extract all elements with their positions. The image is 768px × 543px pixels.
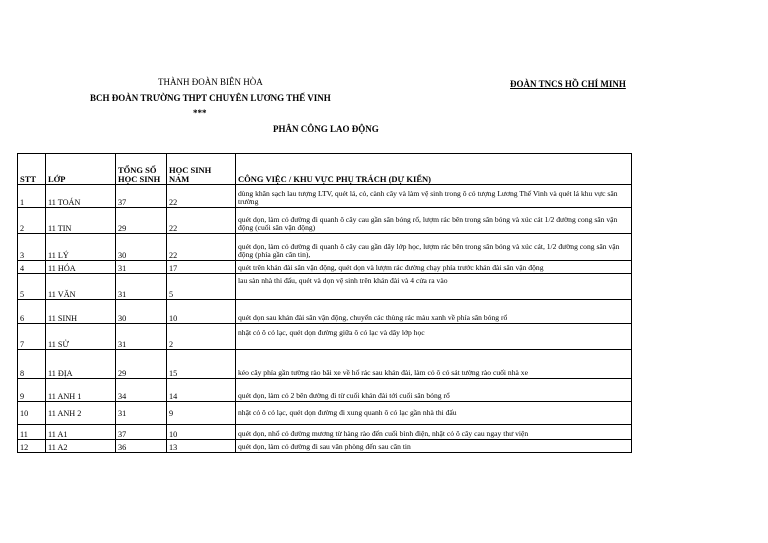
table-row	[18, 402, 632, 425]
cell-stt: 11	[18, 425, 46, 440]
cell-male: 9	[167, 402, 236, 425]
cell-male: 10	[167, 425, 236, 440]
cell-stt: 7	[18, 324, 46, 350]
cell-class: 11 ĐỊA	[46, 350, 116, 379]
cell-male: 22	[167, 185, 236, 208]
cell-total: 30	[116, 234, 167, 261]
col-header-class: LỚP	[46, 154, 116, 185]
table-row	[18, 440, 632, 453]
table-row	[18, 274, 632, 300]
cell-task: quét dọn, làm cỏ 2 bên đường đi từ cuối khán đài tới cuối sân bóng rổ	[236, 379, 632, 402]
table-row	[18, 379, 632, 402]
cell-task: nhặt cỏ ô có lạc, quét dọn đường đi xung quanh ô có lạc gần nhà thi đấu	[236, 402, 632, 425]
cell-class: 11 SỬ	[46, 324, 116, 350]
cell-total: 31	[116, 261, 167, 274]
cell-total: 30	[116, 300, 167, 324]
separator-stars: ***	[193, 108, 207, 118]
cell-male: 17	[167, 261, 236, 274]
cell-class: 11 HÓA	[46, 261, 116, 274]
assignment-table	[17, 153, 632, 453]
cell-task: lau sàn nhà thi đấu, quét và dọn vệ sinh trên khán đài và 4 cửa ra vào	[236, 274, 632, 300]
table-row	[18, 234, 632, 261]
cell-class: 11 A1	[46, 425, 116, 440]
cell-total: 36	[116, 440, 167, 453]
cell-total: 37	[116, 425, 167, 440]
document-title: PHÂN CÔNG LAO ĐỘNG	[273, 124, 379, 134]
cell-total: 31	[116, 324, 167, 350]
cell-stt: 10	[18, 402, 46, 425]
cell-total: 29	[116, 350, 167, 379]
cell-total: 29	[116, 208, 167, 234]
cell-task: dùng khăn sạch lau tượng LTV, quét lá, cỏ, cành cây và làm vệ sinh trong ô có tượng Lương Thế Vinh và quét lá khu vực sân trường	[236, 185, 632, 208]
cell-task: quét trên khán đài sân vận động, quét dọn và lượm rác đường chạy phía trước khán đài sân vận động	[236, 261, 632, 274]
cell-class: 11 SINH	[46, 300, 116, 324]
cell-male: 13	[167, 440, 236, 453]
cell-task: quét dọn sau khán đài sân vận động, chuyển các thùng rác màu xanh về phía sân bóng rổ	[236, 300, 632, 324]
cell-class: 11 VĂN	[46, 274, 116, 300]
col-header-task: CÔNG VIỆC / KHU VỰC PHỤ TRÁCH (DỰ KIẾN)	[236, 154, 632, 185]
cell-male: 2	[167, 324, 236, 350]
cell-stt: 9	[18, 379, 46, 402]
col-header-male-students: HỌC SINH NAM	[167, 154, 236, 185]
union-name: ĐOÀN TNCS HỒ CHÍ MINH	[510, 79, 626, 89]
cell-class: 11 TOÁN	[46, 185, 116, 208]
cell-task: quét dọn, làm cỏ đường đi sau văn phòng đến sau căn tin	[236, 440, 632, 453]
cell-task: quét dọn, làm cỏ đường đi quanh ô cây cau gần dãy lớp học, lượm rác bên trong sân bóng và xúc cát, 1/2 đường cong sân vận động (phía gần căn tin),	[236, 234, 632, 261]
col-header-total-students: TỔNG SỐ HỌC SINH	[116, 154, 167, 185]
cell-total: 31	[116, 402, 167, 425]
org-name: THÀNH ĐOÀN BIÊN HÒA	[158, 77, 263, 87]
table-row	[18, 350, 632, 379]
cell-task: nhặt cỏ ô có lạc, quét dọn đường giữa ô có lạc và dãy lớp học	[236, 324, 632, 350]
cell-stt: 6	[18, 300, 46, 324]
cell-stt: 12	[18, 440, 46, 453]
cell-class: 11 ANH 2	[46, 402, 116, 425]
cell-task: quét dọn, làm cỏ đường đi quanh ô cây cau gần sân bóng rổ, lượm rác bên trong sân bóng và xúc cát 1/2 đường cong sân vận động (cuối sân vận động)	[236, 208, 632, 234]
cell-male: 5	[167, 274, 236, 300]
cell-male: 14	[167, 379, 236, 402]
table-row	[18, 425, 632, 440]
table-header-row	[18, 154, 632, 185]
table-row	[18, 208, 632, 234]
cell-male: 22	[167, 208, 236, 234]
col-header-stt: STT	[18, 154, 46, 185]
cell-stt: 5	[18, 274, 46, 300]
cell-stt: 1	[18, 185, 46, 208]
cell-stt: 3	[18, 234, 46, 261]
cell-class: 11 LÝ	[46, 234, 116, 261]
cell-total: 34	[116, 379, 167, 402]
school-committee-name: BCH ĐOÀN TRƯỜNG THPT CHUYÊN LƯƠNG THẾ VINH	[90, 93, 331, 103]
table-row	[18, 185, 632, 208]
cell-total: 37	[116, 185, 167, 208]
table-row	[18, 324, 632, 350]
cell-stt: 4	[18, 261, 46, 274]
cell-total: 31	[116, 274, 167, 300]
cell-male: 22	[167, 234, 236, 261]
cell-class: 11 A2	[46, 440, 116, 453]
cell-class: 11 ANH 1	[46, 379, 116, 402]
cell-task: kéo cây phía gần tường rào bãi xe về hố rác sau khán đài, làm cỏ ô có sát tường rào cuối nhà xe	[236, 350, 632, 379]
table-row	[18, 261, 632, 274]
table-row	[18, 300, 632, 324]
cell-class: 11 TIN	[46, 208, 116, 234]
cell-task: quét dọn, nhổ cỏ đường mương từ hàng rào đến cuối bình điện, nhặt cỏ ô cây cau ngay thư viện	[236, 425, 632, 440]
cell-stt: 2	[18, 208, 46, 234]
cell-male: 15	[167, 350, 236, 379]
cell-stt: 8	[18, 350, 46, 379]
cell-male: 10	[167, 300, 236, 324]
